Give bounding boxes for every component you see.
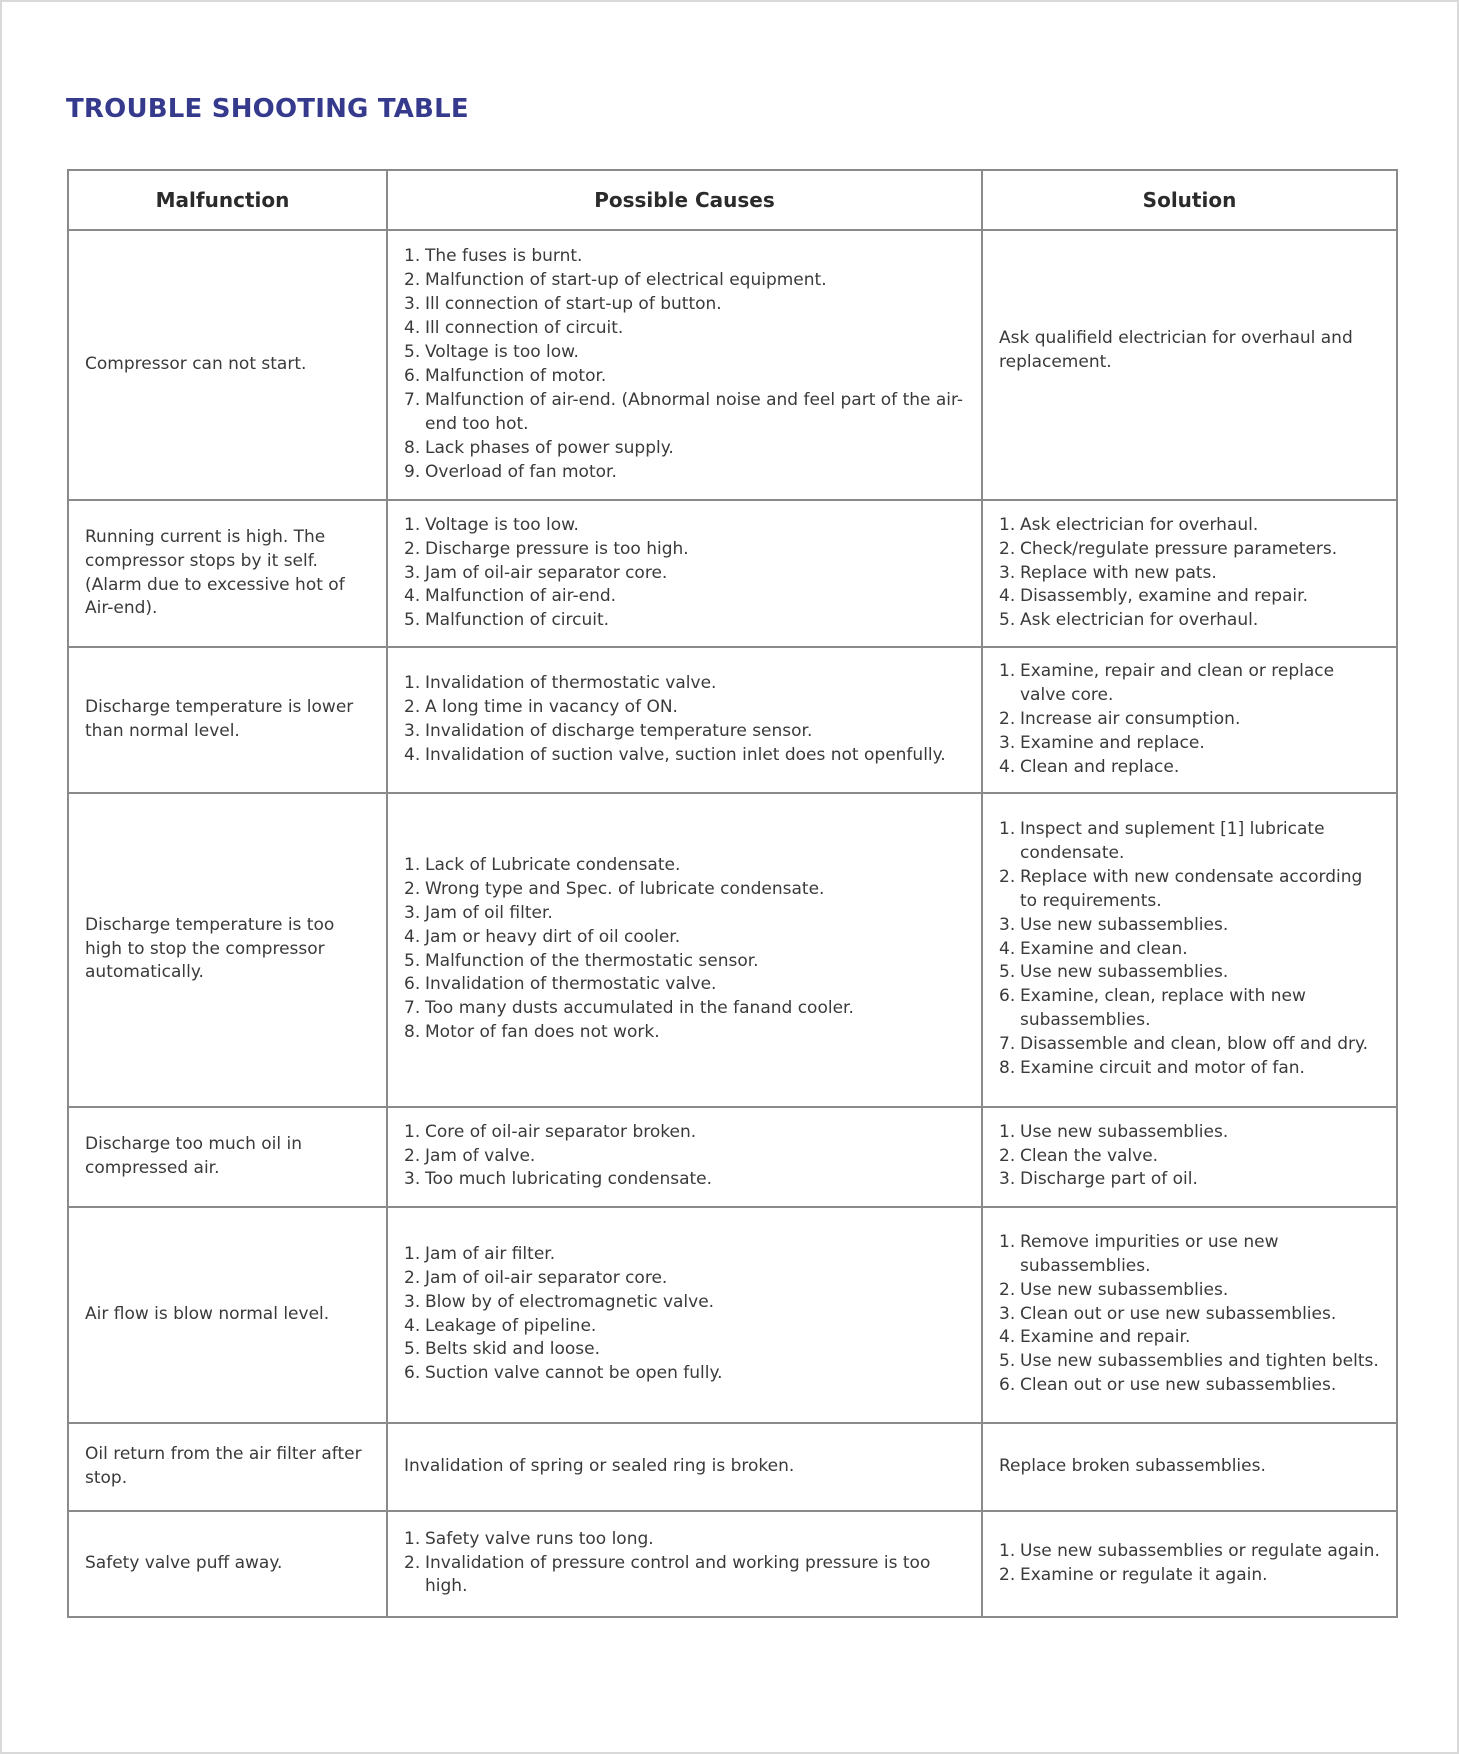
item-number: 2.: [999, 1279, 1016, 1300]
cause-text: A long time in vacancy of ON.: [425, 696, 678, 717]
cause-item: [404, 437, 967, 461]
cause-item: [404, 1528, 967, 1552]
item-number: 3.: [404, 562, 421, 583]
cause-text: Jam or heavy dirt of oil cooler.: [425, 926, 681, 947]
solution-item: [999, 1303, 1382, 1327]
item-number: 3.: [999, 1303, 1016, 1324]
solution-text: Ask electrician for overhaul.: [1020, 514, 1259, 535]
item-number: 3.: [999, 1169, 1016, 1190]
item-number: 6.: [404, 1363, 421, 1384]
item-number: 6.: [404, 366, 421, 386]
malfunction-cell: Discharge temperature is lower than normal level.: [68, 647, 387, 793]
item-number: 3.: [999, 914, 1016, 935]
cause-item: [404, 538, 967, 562]
item-number: 3.: [404, 902, 421, 923]
solution-text: Increase air consumption.: [1020, 708, 1241, 729]
possible-causes-cell: [387, 647, 982, 793]
solution-item: [999, 961, 1382, 985]
cause-item: [404, 1021, 967, 1045]
cause-text: Malfunction of the thermostatic sensor.: [425, 950, 759, 971]
item-number: 1.: [999, 514, 1016, 535]
item-number: 1.: [999, 1540, 1016, 1561]
solution-item: [999, 866, 1382, 914]
solution-item: [999, 1231, 1382, 1279]
item-number: 2.: [404, 1267, 421, 1288]
item-number: 2.: [404, 1552, 421, 1573]
solution-text: Replace with new pats.: [1020, 562, 1217, 583]
solution-text: Use new subassemblies and tighten belts.: [1020, 1351, 1379, 1372]
cause-item: [404, 293, 967, 317]
solution-text: Examine and replace.: [1020, 732, 1205, 753]
item-number: 3.: [999, 732, 1016, 753]
item-number: 2.: [404, 696, 421, 717]
solution-cell: [982, 647, 1397, 793]
item-number: 4.: [404, 744, 421, 765]
item-number: 7.: [999, 1034, 1016, 1055]
cause-list: [404, 1243, 967, 1386]
malfunction-cell: Oil return from the air filter after stop.: [68, 1423, 387, 1511]
item-number: 1.: [999, 661, 1016, 681]
cause-item: [404, 720, 967, 744]
solution-cell: [982, 1511, 1397, 1617]
table-header-row: [68, 170, 1397, 230]
cause-text: Belts skid and loose.: [425, 1339, 601, 1360]
item-number: 8.: [404, 1022, 421, 1043]
cause-text: Lack of Lubricate condensate.: [425, 854, 681, 875]
solution-text: Discharge part of oil.: [1020, 1169, 1198, 1190]
cause-text: Ill connection of start-up of button.: [425, 294, 722, 315]
item-number: 5.: [404, 950, 421, 971]
cause-item: [404, 854, 967, 878]
item-number: 1.: [999, 1121, 1016, 1142]
page-title: TROUBLE SHOOTING TABLE: [66, 94, 469, 124]
item-number: 2.: [404, 878, 421, 899]
cause-item: [404, 365, 967, 389]
item-number: 1.: [404, 1243, 421, 1264]
table-row: [68, 1107, 1397, 1207]
item-number: 2.: [999, 708, 1016, 729]
malfunction-cell: Discharge temperature is too high to stop the compressor automatically.: [68, 793, 387, 1107]
item-number: 1.: [404, 514, 421, 535]
item-number: 5.: [999, 610, 1016, 631]
solution-item: [999, 1033, 1382, 1057]
cause-item: [404, 317, 967, 341]
solution-list: [999, 514, 1382, 634]
cause-list: [404, 514, 967, 634]
cause-text: Safety valve runs too long.: [425, 1528, 654, 1549]
table-row: [68, 1511, 1397, 1617]
item-number: 9.: [404, 461, 421, 482]
item-number: 2.: [404, 1145, 421, 1166]
item-number: 6.: [999, 1375, 1016, 1396]
solution-list: [999, 1121, 1382, 1193]
cause-item: [404, 973, 967, 997]
possible-causes-cell: [387, 230, 982, 500]
item-number: 6.: [404, 974, 421, 995]
solution-list: [999, 1231, 1382, 1398]
column-header-possible-causes: Possible Causes: [387, 170, 982, 230]
solution-text: Examine or regulate it again.: [1020, 1564, 1268, 1585]
cause-item: [404, 1121, 967, 1145]
item-number: 5.: [404, 342, 421, 363]
cause-text: Malfunction of start-up of electrical equipment.: [425, 270, 827, 291]
malfunction-cell: Safety valve puff away.: [68, 1511, 387, 1617]
solution-text: Examine and clean.: [1020, 938, 1188, 959]
cause-text: Motor of fan does not work.: [425, 1022, 660, 1043]
cause-text: Jam of valve.: [425, 1145, 536, 1166]
table-body: [68, 230, 1397, 1617]
item-number: 3.: [404, 1169, 421, 1190]
item-number: 2.: [404, 270, 421, 291]
cause-text: Ill connection of circuit.: [425, 318, 624, 339]
solution-text: Replace with new condensate according to requirements.: [1020, 866, 1363, 911]
cause-item: [404, 562, 967, 586]
table-row: [68, 1207, 1397, 1423]
item-number: 5.: [404, 610, 421, 631]
solution-text: Check/regulate pressure parameters.: [1020, 538, 1338, 559]
solution-item: [999, 914, 1382, 938]
solution-text: Clean out or use new subassemblies.: [1020, 1375, 1337, 1396]
solution-cell: [982, 1207, 1397, 1423]
solution-text: Disassembly, examine and repair.: [1020, 586, 1308, 607]
cause-text: Invalidation of thermostatic valve.: [425, 672, 717, 693]
solution-item: [999, 1540, 1382, 1564]
cause-item: [404, 514, 967, 538]
item-number: 2.: [999, 538, 1016, 559]
table-row: [68, 647, 1397, 793]
cause-item: [404, 878, 967, 902]
item-number: 6.: [999, 986, 1016, 1007]
solution-text: Examine, repair and clean or replace valve core.: [1020, 661, 1335, 705]
item-number: 1.: [404, 1528, 421, 1549]
cause-item: [404, 926, 967, 950]
solution-list: [999, 1540, 1382, 1588]
item-number: 5.: [999, 1351, 1016, 1372]
solution-cell: [982, 500, 1397, 647]
cause-text: Invalidation of thermostatic valve.: [425, 974, 717, 995]
possible-causes-cell: [387, 500, 982, 647]
solution-item: [999, 732, 1382, 756]
cause-list: [404, 672, 967, 768]
cause-item: [404, 1145, 967, 1169]
cause-item: [404, 1362, 967, 1386]
solution-item: [999, 1564, 1382, 1588]
solution-item: [999, 609, 1382, 633]
cause-text: Overload of fan motor.: [425, 461, 617, 482]
solution-item: [999, 985, 1382, 1033]
solution-text: Ask electrician for overhaul.: [1020, 610, 1259, 631]
item-number: 1.: [999, 1231, 1016, 1252]
item-number: 3.: [999, 562, 1016, 583]
solution-text: Examine circuit and motor of fan.: [1020, 1058, 1305, 1079]
solution-item: [999, 514, 1382, 538]
item-number: 7.: [404, 389, 421, 410]
table-row: [68, 500, 1397, 647]
solution-item: [999, 818, 1382, 866]
item-number: 5.: [999, 962, 1016, 983]
table-row: [68, 793, 1397, 1107]
solution-text: Use new subassemblies.: [1020, 914, 1229, 935]
item-number: 8.: [404, 437, 421, 458]
solution-item: [999, 756, 1382, 780]
solution-item: [999, 1145, 1382, 1169]
item-number: 8.: [999, 1058, 1016, 1079]
cause-text: Malfunction of circuit.: [425, 610, 610, 631]
cause-item: [404, 672, 967, 696]
solution-list: [999, 660, 1382, 780]
solution-item: [999, 585, 1382, 609]
item-number: 1.: [404, 672, 421, 693]
cause-item: [404, 1267, 967, 1291]
cause-item: [404, 1243, 967, 1267]
solution-item: [999, 538, 1382, 562]
solution-text: Examine and repair.: [1020, 1327, 1191, 1348]
cause-text: Malfunction of air-end.: [425, 586, 617, 607]
item-number: 1.: [999, 819, 1016, 840]
cause-list: [404, 1528, 967, 1600]
item-number: 1.: [404, 1121, 421, 1142]
possible-causes-cell: [387, 1511, 982, 1617]
cause-text: The fuses is burnt.: [425, 246, 583, 267]
cause-item: [404, 245, 967, 269]
solution-text: Use new subassemblies.: [1020, 1121, 1229, 1142]
solution-text: Clean out or use new subassemblies.: [1020, 1303, 1337, 1324]
solution-item: [999, 1279, 1382, 1303]
malfunction-cell: Running current is high. The compressor stops by it self. (Alarm due to excessive hot of Air-end).: [68, 500, 387, 647]
cause-text: Voltage is too low.: [425, 514, 579, 535]
cause-text: Lack phases of power supply.: [425, 437, 674, 458]
cause-text: Blow by of electromagnetic valve.: [425, 1291, 715, 1312]
cause-item: [404, 1168, 967, 1192]
cause-text: Too many dusts accumulated in the fanand cooler.: [425, 998, 854, 1019]
solution-cell: [982, 793, 1397, 1107]
column-header-solution: Solution: [982, 170, 1397, 230]
cause-text: Jam of oil-air separator core.: [425, 562, 668, 583]
solution-item: [999, 938, 1382, 962]
solution-item: [999, 1374, 1382, 1398]
malfunction-cell: Air flow is blow normal level.: [68, 1207, 387, 1423]
cause-text: Suction valve cannot be open fully.: [425, 1363, 723, 1384]
cause-item: [404, 461, 967, 485]
solution-list: [999, 818, 1382, 1081]
item-number: 2.: [999, 1564, 1016, 1585]
solution-text: Clean the valve.: [1020, 1145, 1159, 1166]
solution-text: Examine, clean, replace with new subassemblies.: [1020, 986, 1306, 1031]
solution-item: [999, 1326, 1382, 1350]
item-number: 3.: [404, 1291, 421, 1312]
item-number: 2.: [999, 866, 1016, 887]
cause-item: [404, 744, 967, 768]
cause-item: [404, 341, 967, 365]
solution-text: Inspect and suplement [1] lubricate condensate.: [1020, 819, 1325, 863]
possible-causes-cell: [387, 1207, 982, 1423]
cause-text: Too much lubricating condensate.: [425, 1169, 713, 1190]
cause-item: [404, 269, 967, 293]
item-number: 3.: [404, 294, 421, 315]
table-row: [68, 230, 1397, 500]
cause-text: Invalidation of discharge temperature sensor.: [425, 720, 813, 741]
cause-item: [404, 950, 967, 974]
possible-causes-cell: [387, 793, 982, 1107]
cause-item: [404, 609, 967, 633]
solution-text: Disassemble and clean, blow off and dry.: [1020, 1034, 1369, 1055]
solution-text: Use new subassemblies or regulate again.: [1020, 1540, 1380, 1561]
cause-list: [404, 854, 967, 1045]
cause-list: [404, 1121, 967, 1193]
solution-text: Clean and replace.: [1020, 756, 1180, 777]
cause-text: Core of oil-air separator broken.: [425, 1121, 697, 1142]
solution-item: [999, 708, 1382, 732]
malfunction-cell: Discharge too much oil in compressed air.: [68, 1107, 387, 1207]
cause-text: Wrong type and Spec. of lubricate condensate.: [425, 878, 825, 899]
item-number: 1.: [404, 854, 421, 875]
item-number: 4.: [404, 586, 421, 607]
cause-list: [404, 245, 967, 484]
cause-item: [404, 389, 967, 437]
cause-text: Voltage is too low.: [425, 342, 579, 363]
cause-text: Jam of oil-air separator core.: [425, 1267, 668, 1288]
cause-text: Jam of air filter.: [425, 1243, 556, 1264]
possible-causes-cell: [387, 1107, 982, 1207]
item-number: 4.: [404, 926, 421, 947]
malfunction-cell: Compressor can not start.: [68, 230, 387, 500]
solution-item: [999, 562, 1382, 586]
cause-text: Jam of oil filter.: [425, 902, 553, 923]
solution-text: Use new subassemblies.: [1020, 962, 1229, 983]
item-number: 7.: [404, 998, 421, 1019]
table-row: [68, 1423, 1397, 1511]
cause-text: Invalidation of pressure control and working pressure is too high.: [425, 1552, 931, 1597]
solution-item: [999, 1057, 1382, 1081]
cause-text: Discharge pressure is too high.: [425, 538, 689, 559]
cause-item: [404, 1291, 967, 1315]
item-number: 4.: [999, 938, 1016, 959]
cause-item: [404, 696, 967, 720]
solution-text: Remove impurities or use new subassemblies.: [1020, 1231, 1279, 1276]
solution-cell: Ask qualifield electrician for overhaul and replacement.: [982, 230, 1397, 500]
cause-item: [404, 1338, 967, 1362]
cause-text: Leakage of pipeline.: [425, 1315, 597, 1336]
cause-item: [404, 585, 967, 609]
solution-text: Use new subassemblies.: [1020, 1279, 1229, 1300]
cause-item: [404, 1552, 967, 1600]
item-number: 5.: [404, 1339, 421, 1360]
cause-item: [404, 997, 967, 1021]
solution-cell: Replace broken subassemblies.: [982, 1423, 1397, 1511]
cause-item: [404, 1315, 967, 1339]
solution-cell: [982, 1107, 1397, 1207]
cause-text: Malfunction of motor.: [425, 366, 607, 386]
item-number: 4.: [404, 1315, 421, 1336]
item-number: 4.: [999, 1327, 1016, 1348]
solution-item: [999, 1121, 1382, 1145]
item-number: 4.: [999, 586, 1016, 607]
item-number: 2.: [999, 1145, 1016, 1166]
solution-item: [999, 1350, 1382, 1374]
cause-item: [404, 902, 967, 926]
solution-item: [999, 1168, 1382, 1192]
item-number: 3.: [404, 720, 421, 741]
cause-text: Malfunction of air-end. (Abnormal noise and feel part of the air-end too hot.: [425, 389, 964, 434]
troubleshooting-table: [67, 169, 1398, 1618]
possible-causes-cell: Invalidation of spring or sealed ring is broken.: [387, 1423, 982, 1511]
cause-text: Invalidation of suction valve, suction inlet does not openfully.: [425, 744, 946, 765]
item-number: 1.: [404, 246, 421, 267]
item-number: 4.: [999, 756, 1016, 777]
item-number: 2.: [404, 538, 421, 559]
solution-item: [999, 660, 1382, 708]
item-number: 4.: [404, 318, 421, 339]
column-header-malfunction: Malfunction: [68, 170, 387, 230]
